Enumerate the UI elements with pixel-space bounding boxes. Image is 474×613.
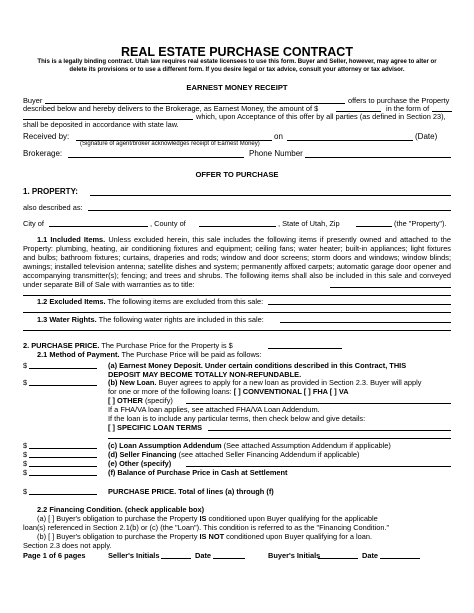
- property-label: 1. PROPERTY:: [23, 187, 78, 196]
- balance-cash-label: (f) Balance of Purchase Price in Cash at Settlement: [108, 468, 288, 477]
- receipt-date-field[interactable]: [287, 140, 413, 141]
- new-loan-line: [108, 378, 421, 387]
- seller-initials-label: Seller's Initials: [108, 551, 160, 560]
- county-field[interactable]: [199, 226, 276, 227]
- phone-field[interactable]: [305, 157, 451, 158]
- other-specify-field[interactable]: [186, 466, 451, 467]
- financing-b-line-2: Section 2.3 does not apply.: [23, 541, 112, 550]
- seller-financing-label: (d) Seller Financing: [108, 450, 177, 459]
- other-loan-field[interactable]: [186, 403, 451, 404]
- included-items-label: 1.1 Included Items.: [37, 235, 106, 244]
- water-rights-text: The following water rights are included in this sale:: [98, 315, 264, 324]
- seller-financing-text: (see attached Seller Financing Addendum if applicable): [178, 450, 360, 459]
- dollar-sign-d: $: [23, 450, 28, 459]
- seller-date-label: Date: [195, 551, 212, 560]
- new-loan-text: Buyer agrees to apply for a new loan as provided in Section 2.3. Buyer will apply: [158, 378, 422, 387]
- new-loan-label: (b) New Loan.: [108, 378, 157, 387]
- seller-financing-amount-field[interactable]: [29, 457, 97, 458]
- received-by-label: Received by:: [23, 132, 70, 141]
- financing-a-text-post: conditioned upon Buyer qualifying for the applicable: [208, 514, 378, 523]
- method-of-payment-line: [37, 350, 262, 359]
- included-items-field-a[interactable]: [330, 287, 451, 288]
- buyer-date-field[interactable]: [380, 558, 420, 559]
- specific-loan-terms-checkbox[interactable]: [ ] SPECIFIC LOAN TERMS: [108, 423, 203, 432]
- financing-b-text-pre: (b) [ ] Buyer's obligation to purchase the Property: [37, 532, 198, 541]
- other-loan-checkbox[interactable]: [ ] OTHER: [108, 396, 143, 405]
- new-loan-amount-field[interactable]: [29, 385, 97, 386]
- city-field[interactable]: [49, 226, 148, 227]
- page-title: REAL ESTATE PURCHASE CONTRACT: [121, 45, 353, 59]
- loan-assumption-label: (c) Loan Assumption Addendum: [108, 441, 222, 450]
- financing-a-line-2: loan(s) referenced in Section 2.1(b) or (c) (the "Loan"). This condition is referred to as the "Financing Condition.": [23, 523, 390, 532]
- financing-option-b[interactable]: [37, 532, 372, 541]
- financing-b-is-not: IS NOT: [199, 532, 225, 541]
- total-price-amount-field[interactable]: [29, 494, 97, 495]
- page-number: Page 1 of 6 pages: [23, 551, 86, 560]
- seller-financing-line: [108, 450, 359, 459]
- financing-a-text-pre: (a) [ ] Buyer's obligation to purchase the Property: [37, 514, 198, 523]
- included-items-field-b[interactable]: [23, 295, 451, 296]
- legal-notice-line-1: This is a legally binding contract. Utah law requires real estate licensees to use this form. Buyer and Seller, however, may agree to alter or: [37, 58, 437, 65]
- financing-condition-heading: 2.2 Financing Condition. (check applicable box): [37, 505, 205, 514]
- water-rights-label: 1.3 Water Rights.: [37, 315, 97, 324]
- buyer-initials-label: Buyer's Initials: [268, 551, 321, 560]
- loan-types-text: for one or more of the following loans:: [108, 387, 232, 396]
- brokerage-field[interactable]: [68, 157, 244, 158]
- other-loan-line: [108, 396, 173, 405]
- method-of-payment-text: The Purchase Price will be paid as follows:: [121, 350, 262, 359]
- water-rights-line: [37, 315, 264, 324]
- other-amount-field[interactable]: [29, 466, 97, 467]
- specific-loan-terms-field-a[interactable]: [208, 430, 451, 431]
- dollar-sign-c: $: [23, 441, 28, 450]
- loan-assumption-line: [108, 441, 391, 450]
- excluded-items-text: The following items are excluded from this sale:: [107, 297, 264, 306]
- excluded-items-field-b[interactable]: [23, 312, 451, 313]
- phone-label: Phone Number: [249, 149, 303, 158]
- buyer-initials-field[interactable]: [318, 558, 358, 559]
- seller-initials-field[interactable]: [161, 558, 191, 559]
- included-items-text: Unless excluded herein, this sale includes the following items if presently owned and attached to the Property: plumbing, heating, air conditioning fixtures and equipment; ceiling fans; water heater; built-in appliances; light fixtures and bulbs; bathroom fixtures; curtains, draperies and rods; window and door screens; storm doors and windows; window blinds; awnings; installed television antenna; satellite dishes and system; permanently affixed carpets; automatic garage door opener and accompanying transmitter(s); fencing; and trees and shrubs. The following items shall also be included in this sale and conveyed under separate Bill of Sale with warranties as to title:: [23, 235, 451, 290]
- earnest-amount-text: described below and hereby delivers to the Brokerage, as Earnest Money, the amount of $: [23, 104, 319, 113]
- brokerage-label: Brokerage:: [23, 149, 63, 158]
- acceptance-text: which, upon Acceptance of this offer by all parties (as defined in Section 23),: [196, 112, 446, 121]
- zip-field[interactable]: [356, 226, 392, 227]
- dollar-sign-a: $: [23, 361, 28, 370]
- method-of-payment-label: 2.1 Method of Payment.: [37, 350, 120, 359]
- non-refundable-warning: DEPOSIT MAY BECOME TOTALLY NON-REFUNDABLE.: [108, 370, 302, 379]
- loan-assumption-text: (See attached Assumption Addendum if applicable): [223, 441, 391, 450]
- dollar-sign-f: $: [23, 468, 28, 477]
- county-label: , County of: [150, 219, 186, 228]
- other-loan-specify: (specify): [144, 396, 173, 405]
- earnest-deposit-label: (a) Earnest Money Deposit. Under certain conditions described in this Contract, THIS: [108, 361, 407, 370]
- fha-va-note: If a FHA/VA loan applies, see attached FHA/VA Loan Addendum.: [108, 405, 320, 414]
- financing-option-a[interactable]: [37, 514, 378, 523]
- buyer-label: Buyer: [23, 96, 43, 105]
- the-property-label: (the "Property").: [394, 219, 447, 228]
- city-label: City of: [23, 219, 44, 228]
- loan-assumption-amount-field[interactable]: [29, 448, 97, 449]
- legal-notice-line-2: delete its provisions or to use a different form. If you desire legal or tax advice, consult your attorney or tax advisor.: [69, 66, 405, 73]
- dollar-sign-total: $: [23, 487, 28, 496]
- on-label: on: [274, 132, 283, 141]
- earnest-money-heading: EARNEST MONEY RECEIPT: [186, 83, 288, 92]
- purchase-price-label: 2. PURCHASE PRICE.: [23, 341, 100, 350]
- also-described-field[interactable]: [88, 210, 451, 211]
- total-purchase-price-label: PURCHASE PRICE. Total of lines (a) through (f): [108, 487, 274, 496]
- loan-types-line: [108, 387, 349, 396]
- offer-heading: OFFER TO PURCHASE: [195, 170, 279, 179]
- water-rights-field-a[interactable]: [280, 322, 451, 323]
- earnest-deposit-amount-field[interactable]: [29, 368, 97, 369]
- state-label: , State of Utah, Zip: [278, 219, 340, 228]
- date-label: (Date): [415, 132, 438, 141]
- signature-caption: (Signature of agent/broker acknowledges receipt of Earnest Money): [80, 141, 260, 147]
- included-items-paragraph: [23, 235, 451, 290]
- excluded-items-label: 1.2 Excluded Items.: [37, 297, 106, 306]
- deposit-text: shall be deposited in accordance with state law.: [23, 120, 179, 129]
- other-specify-label: (e) Other (specify): [108, 459, 172, 468]
- financing-b-text-post: conditioned upon Buyer qualifying for a loan.: [226, 532, 373, 541]
- excluded-items-field-a[interactable]: [268, 304, 451, 305]
- earnest-form-text: in the form of: [386, 104, 430, 113]
- specific-loan-terms-field-b[interactable]: [108, 438, 451, 439]
- purchase-price-field[interactable]: [268, 348, 342, 349]
- excluded-items-line: [37, 297, 263, 306]
- buyer-date-label: Date: [362, 551, 379, 560]
- financing-a-is: IS: [199, 514, 207, 523]
- loan-type-options[interactable]: [ ] CONVENTIONAL [ ] FHA [ ] VA: [233, 387, 349, 396]
- purchase-price-line: [23, 341, 233, 350]
- seller-date-field[interactable]: [213, 558, 245, 559]
- balance-cash-amount-field[interactable]: [29, 475, 97, 476]
- purchase-price-text: The Purchase Price for the Property is $: [101, 341, 233, 350]
- also-described-label: also described as:: [23, 203, 83, 212]
- buyer-offer-text: offers to purchase the Property: [348, 96, 450, 105]
- dollar-sign-e: $: [23, 459, 28, 468]
- property-field[interactable]: [90, 195, 451, 196]
- particular-terms-note: If the loan is to include any particular terms, then check below and give details:: [108, 414, 366, 423]
- water-rights-field-b[interactable]: [23, 330, 451, 331]
- dollar-sign-b: $: [23, 378, 28, 387]
